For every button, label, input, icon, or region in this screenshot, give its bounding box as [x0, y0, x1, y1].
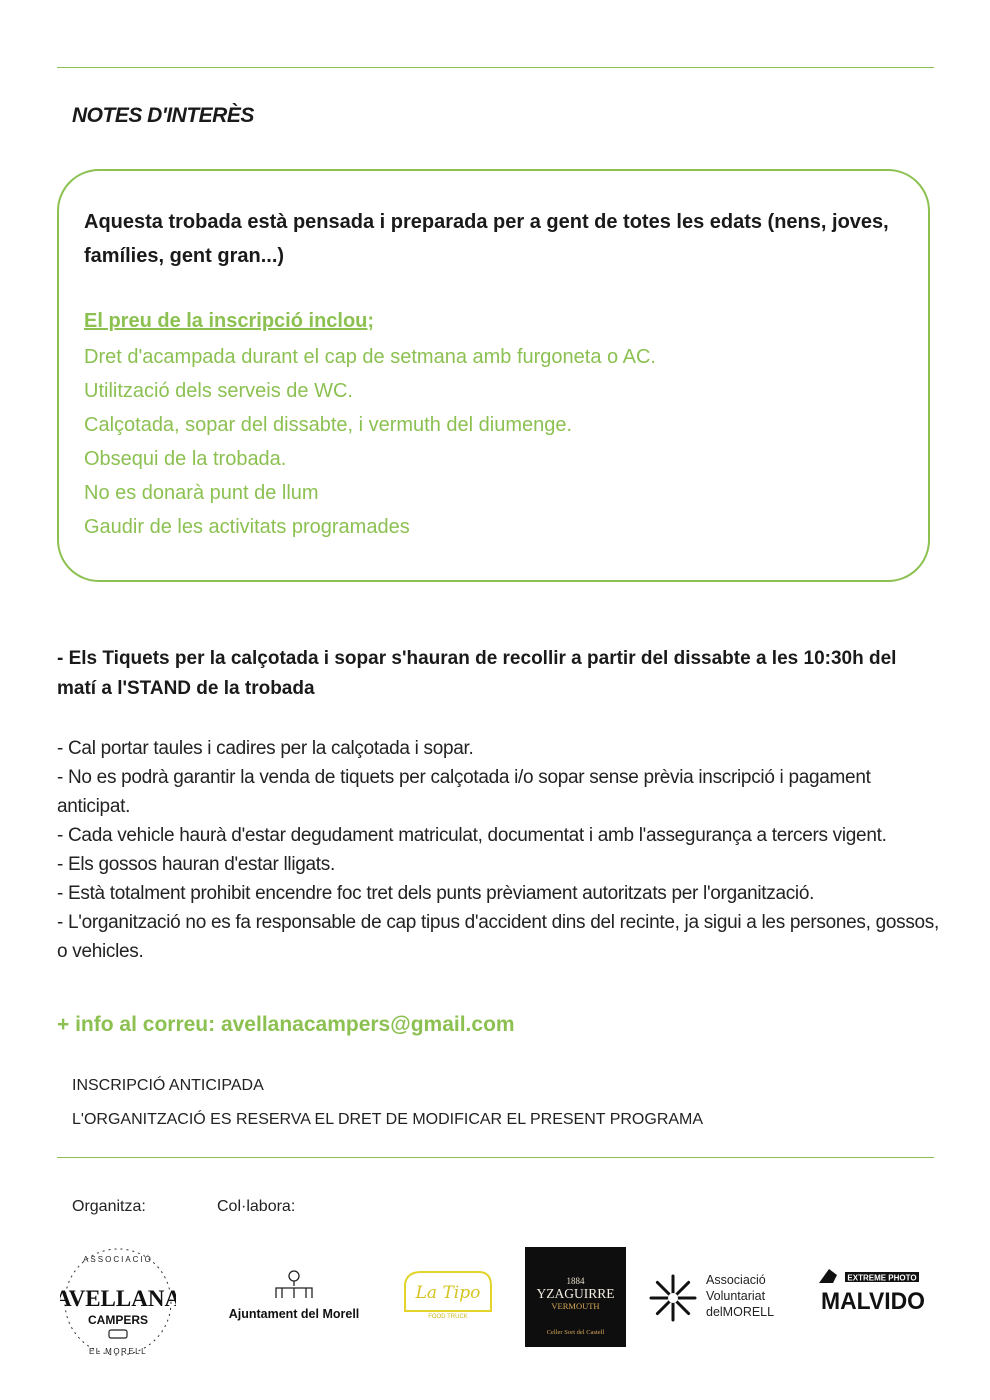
bottom-divider: [57, 1157, 934, 1158]
inclusions-heading: El preu de la inscripció inclou;: [84, 310, 375, 332]
inclusion-item: Obsequi de la trobada.: [84, 448, 287, 470]
latipo-sub: FOOD TRUCK: [428, 1314, 468, 1320]
note-item: - Cada vehicle haurà d'estar degudament matriculat, documentat i amb l'assegurança a tercers vigent.: [57, 825, 887, 846]
avellana-name-text: AVELLANA: [60, 1286, 176, 1311]
yzaguirre-logo: [525, 1247, 626, 1347]
avellana-top-text: ASSOCIACIÓ: [83, 1255, 153, 1264]
note-item: - L'organització no es fa responsable de cap tipus d'accident dins del recinte, ja sigui a les persones, gossos, o vehicles.: [57, 912, 939, 962]
associacio-voluntariat-logo: [648, 1268, 788, 1328]
inclusion-item: No es donarà punt de llum: [84, 482, 319, 504]
yza-name: YZAGUIRRE: [536, 1286, 615, 1301]
inclusion-item: Gaudir de les activitats programades: [84, 516, 410, 538]
assoc-line-2: Voluntariat: [706, 1289, 766, 1303]
avellana-sub-text: CAMPERS: [87, 1313, 149, 1327]
assoc-line-1: Associació: [706, 1273, 766, 1287]
inclusion-item: Utilització dels serveis de WC.: [84, 380, 353, 402]
inclusion-item: Calçotada, sopar del dissabte, i vermuth del diumenge.: [84, 414, 573, 436]
contact-email[interactable]: + info al correu: avellanacampers@gmail.com: [57, 1013, 515, 1036]
rider-icon: [819, 1269, 837, 1283]
yza-year: 1884: [566, 1276, 585, 1286]
intro-text: Aquesta trobada està pensada i preparada per a gent de totes les edats (nens, joves, famílies, gent gran...): [84, 211, 889, 267]
latipo-logo: [399, 1266, 497, 1322]
inscription-note: INSCRIPCIÓ ANTICIPADA: [72, 1077, 264, 1094]
town-hall-icon: [276, 1271, 312, 1298]
top-divider: [57, 67, 934, 68]
tickets-note: - Els Tiquets per la calçotada i sopar s'hauran de recollir a partir del dissabte a les 10:30h del matí a l'STAND de la trobada: [57, 648, 897, 699]
latipo-name: La Tipo: [415, 1283, 481, 1303]
ajuntament-logo: [214, 1268, 374, 1328]
note-item: - Els gossos hauran d'estar lligats.: [57, 854, 335, 875]
section-title: NOTES D'INTERÈS: [72, 104, 254, 127]
inclusions-list: [84, 340, 656, 544]
ajuntament-text: Ajuntament del Morell: [228, 1307, 360, 1321]
reserve-note: L'ORGANITZACIÓ ES RESERVA EL DRET DE MODIFICAR EL PRESENT PROGRAMA: [72, 1111, 704, 1128]
organitza-label: Organitza:: [72, 1198, 146, 1215]
notes-list: [57, 734, 947, 966]
avellana-bottom-text: EL MORELL: [88, 1347, 148, 1356]
avellana-campers-logo: [60, 1244, 176, 1360]
note-item: - No es podrà garantir la venda de tiquets per calçotada i/o sopar sense prèvia inscripció i pagament anticipat.: [57, 767, 871, 817]
collabora-label: Col·labora:: [217, 1198, 296, 1215]
assoc-line-3: delMORELL: [706, 1305, 775, 1319]
inclusion-item: Dret d'acampada durant el cap de setmana amb furgoneta o AC.: [84, 346, 656, 368]
note-item: - Cal portar taules i cadires per la calçotada i sopar.: [57, 738, 474, 759]
yza-bottom: Celler Sort del Castell: [546, 1329, 605, 1336]
malvido-logo: [815, 1265, 927, 1321]
malvido-name: MALVIDO: [821, 1288, 925, 1315]
note-item: - Està totalment prohibit encendre foc tret dels punts prèviament autoritzats per l'organització.: [57, 883, 815, 904]
yza-sub: VERMOUTH: [551, 1301, 600, 1311]
malvido-top: EXTREME PHOTO: [847, 1273, 917, 1283]
van-icon: [109, 1330, 127, 1338]
